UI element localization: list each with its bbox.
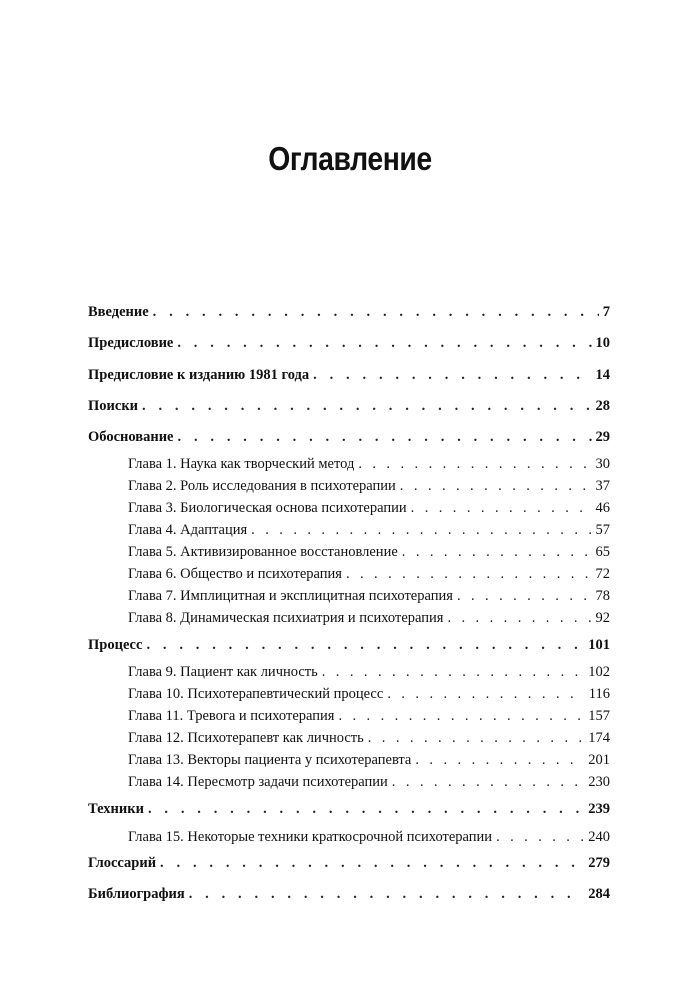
toc-entry-page: 284 [588, 886, 610, 902]
toc-entry-label: Глава 11. Тревога и психотерапия [128, 708, 335, 724]
toc-entry-label: Предисловие к изданию 1981 года [88, 367, 310, 383]
toc-entry-page: 57 [595, 522, 610, 538]
dot-leader [411, 499, 592, 517]
toc-entry-page: 78 [595, 588, 610, 604]
dot-leader [387, 685, 584, 703]
toc-entry-label: Глава 12. Психотерапевт как личность [128, 730, 364, 746]
toc-entry-page: 7 [602, 304, 610, 320]
toc-entry-page: 92 [595, 610, 610, 626]
toc-entry-introduction[interactable] [88, 303, 610, 321]
toc-entry-label: Глава 8. Динамическая психиатрия и психотерапия [128, 610, 444, 626]
toc-entry-label: Библиография [88, 886, 185, 902]
dot-leader [251, 521, 591, 539]
toc-entry-label: Глава 1. Наука как творческий метод [128, 456, 355, 472]
dot-leader [313, 366, 591, 384]
dot-leader [322, 663, 585, 681]
toc-entry-page: 28 [595, 398, 610, 414]
toc-entry-chapter-11[interactable] [128, 707, 610, 725]
toc-entry-page: 230 [588, 774, 610, 790]
dot-leader [153, 303, 599, 321]
toc-entry-page: 116 [588, 686, 610, 702]
toc-entry-bibliography[interactable] [88, 885, 610, 903]
toc-entry-page: 102 [588, 664, 610, 680]
toc-entry-chapter-9[interactable] [128, 663, 610, 681]
toc-entry-page: 101 [588, 637, 610, 653]
toc-entry-chapter-2[interactable] [128, 477, 610, 495]
dot-leader [392, 773, 584, 791]
toc-entry-chapter-8[interactable] [128, 609, 610, 627]
toc-entry-rationale[interactable] [88, 428, 610, 446]
dot-leader [400, 477, 592, 495]
toc-entry-label: Глава 5. Активизированное восстановление [128, 544, 398, 560]
toc-entry-chapter-10[interactable] [128, 685, 610, 703]
dot-leader [177, 334, 591, 352]
dot-leader [415, 751, 584, 769]
toc-entry-page: 201 [588, 752, 610, 768]
toc-entry-label: Введение [88, 304, 149, 320]
toc-entry-label: Глава 15. Некоторые техники краткосрочной психотерапии [128, 829, 493, 845]
toc-entry-label: Глава 7. Имплицитная и эксплицитная психотерапия [128, 588, 453, 604]
toc-entry-label: Глава 10. Психотерапевтический процесс [128, 686, 384, 702]
toc-entry-label: Глава 4. Адаптация [128, 522, 248, 538]
dot-leader [496, 828, 584, 846]
toc-entry-page: 279 [588, 855, 610, 871]
toc-entry-chapter-6[interactable] [128, 565, 610, 583]
toc-entry-chapter-15[interactable] [128, 828, 610, 846]
page-title: Оглавление [268, 140, 432, 177]
toc-entry-label: Поиски [88, 398, 139, 414]
dot-leader [346, 565, 592, 583]
dot-leader [146, 636, 584, 654]
toc-entry-page: 174 [588, 730, 610, 746]
toc-entry-page: 72 [595, 566, 610, 582]
toc-entry-page: 10 [595, 335, 610, 351]
toc-entry-page: 240 [588, 829, 610, 845]
toc-entry-label: Техники [88, 801, 144, 817]
toc-entry-page: 239 [588, 801, 610, 817]
dot-leader [447, 609, 591, 627]
toc-entry-page: 37 [595, 478, 610, 494]
toc-entry-label: Глава 2. Роль исследования в психотерапии [128, 478, 396, 494]
toc-entry-chapter-7[interactable] [128, 587, 610, 605]
toc-entry-page: 30 [595, 456, 610, 472]
toc-entry-preface[interactable] [88, 334, 610, 352]
dot-leader [457, 587, 592, 605]
toc-entry-chapter-4[interactable] [128, 521, 610, 539]
toc-entry-chapter-3[interactable] [128, 499, 610, 517]
toc-entry-page: 157 [588, 708, 610, 724]
dot-leader [160, 854, 584, 872]
dot-leader [368, 729, 585, 747]
toc-entry-chapter-1[interactable] [128, 455, 610, 473]
dot-leader [178, 428, 592, 446]
toc-entry-label: Предисловие [88, 335, 174, 351]
toc-entry-page: 29 [595, 429, 610, 445]
toc-entry-preface-1981[interactable] [88, 366, 610, 384]
dot-leader [142, 397, 591, 415]
toc-entry-glossary[interactable] [88, 854, 610, 872]
toc-entry-label: Глава 9. Пациент как личность [128, 664, 318, 680]
toc-entry-label: Глава 3. Биологическая основа психотерапии [128, 500, 407, 516]
dot-leader [148, 800, 584, 818]
toc-entry-chapter-14[interactable] [128, 773, 610, 791]
toc-entry-techniques[interactable] [88, 800, 610, 818]
dot-leader [338, 707, 584, 725]
toc-entry-chapter-5[interactable] [128, 543, 610, 561]
toc-entry-chapter-13[interactable] [128, 751, 610, 769]
toc-entry-page: 65 [595, 544, 610, 560]
dot-leader [402, 543, 592, 561]
dot-leader [358, 455, 591, 473]
toc-entry-page: 14 [595, 367, 610, 383]
toc-entry-chapter-12[interactable] [128, 729, 610, 747]
toc-entry-search[interactable] [88, 397, 610, 415]
toc-entry-page: 46 [595, 500, 610, 516]
toc-entry-label: Глоссарий [88, 855, 157, 871]
toc-entry-label: Глава 14. Пересмотр задачи психотерапии [128, 774, 388, 790]
toc-entry-label: Глава 6. Общество и психотерапия [128, 566, 342, 582]
toc-entry-label: Обоснование [88, 429, 174, 445]
dot-leader [189, 885, 585, 903]
toc-entry-process[interactable] [88, 636, 610, 654]
toc-entry-label: Глава 13. Векторы пациента у психотерапевта [128, 752, 412, 768]
toc-entry-label: Процесс [88, 637, 143, 653]
